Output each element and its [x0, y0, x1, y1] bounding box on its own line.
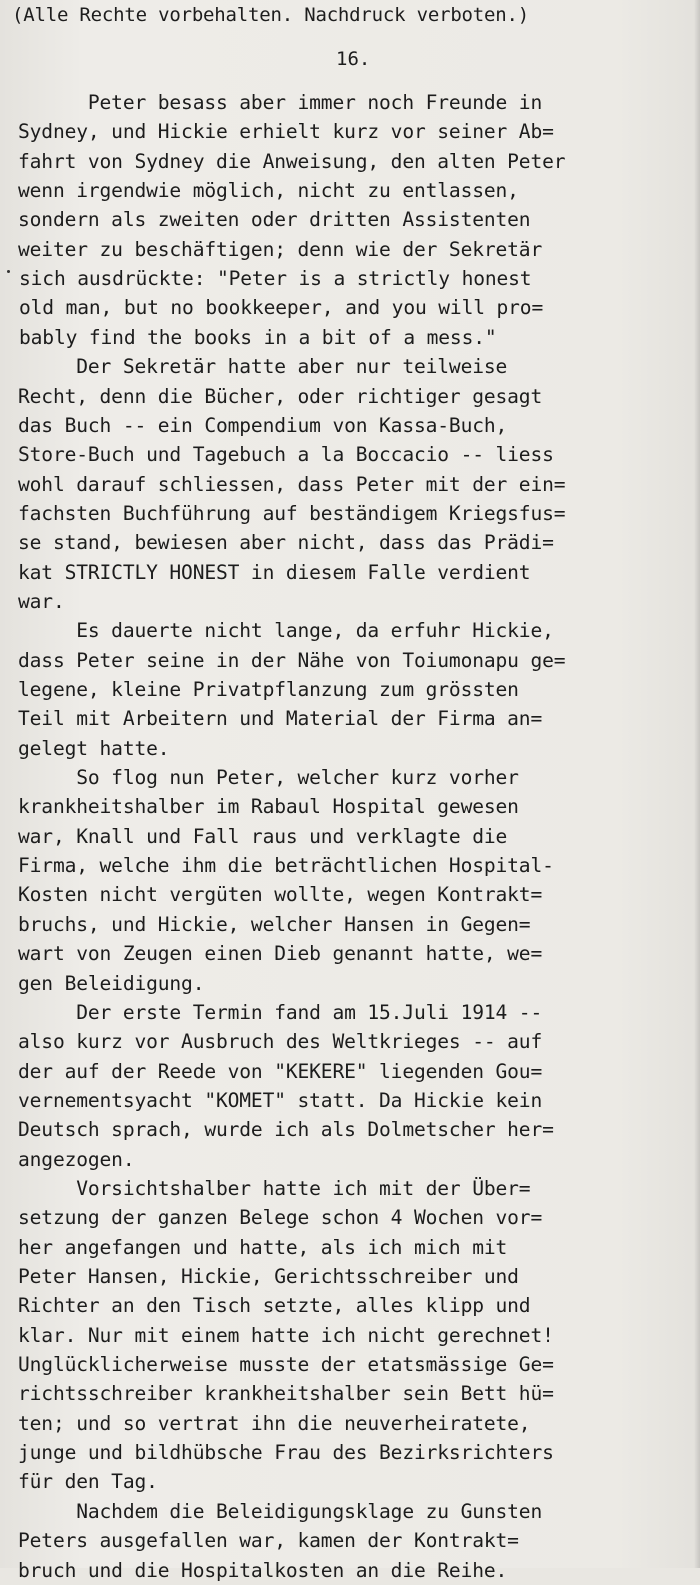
text-line: setzung der ganzen Belege schon 4 Wochen vor=: [18, 1206, 543, 1230]
text-line: Der Sekretär hatte aber nur teilweise: [18, 355, 508, 379]
text-line: se stand, bewiesen aber nicht, dass das Prädi=: [18, 531, 554, 555]
text-line: Kosten nicht vergüten wollte, wegen Kontrakt=: [18, 883, 543, 907]
text-line: old man, but no bookkeeper, and you will pro=: [19, 296, 544, 320]
margin-mark: [7, 270, 10, 273]
text-line: junge und bildhübsche Frau des Bezirksrichters: [18, 1441, 554, 1465]
text-line: legene, kleine Privatpflanzung zum grössten: [18, 678, 519, 701]
text-line: war.: [18, 589, 65, 613]
text-line: gelegt hatte.: [18, 736, 170, 760]
text-line: Sydney, und Hickie erhielt kurz vor seiner Ab=: [18, 120, 554, 144]
text-line: gen Beleidigung.: [18, 971, 205, 995]
text-line: Unglücklicherweise musste der etatsmässige Ge=: [18, 1353, 554, 1377]
text-line: dass Peter seine in der Nähe von Toiumonapu ge=: [18, 648, 566, 672]
text-line: Firma, welche ihm die beträchtlichen Hospital-: [18, 854, 554, 878]
text-line: für den Tag.: [18, 1470, 158, 1494]
text-line: So flog nun Peter, welcher kurz vorher: [18, 766, 519, 790]
text-line: Deutsch sprach, wurde ich als Dolmetscher her=: [18, 1118, 554, 1142]
copyright-header: (Alle Rechte vorbehalten. Nachdruck verboten.): [12, 4, 529, 26]
text-line: weiter zu beschäftigen; denn wie der Sekretär: [18, 237, 543, 261]
text-line: fahrt von Sydney die Anweisung, den alten Peter: [18, 149, 566, 173]
text-line: Richter an den Tisch setzte, alles klipp und: [18, 1294, 531, 1318]
text-line: richtsschreiber krankheitshalber sein Bett hü=: [18, 1382, 554, 1406]
text-line: bruchs, und Hickie, welcher Hansen in Gegen=: [18, 912, 531, 936]
text-line: wart von Zeugen einen Dieb genannt hatte, we=: [18, 942, 543, 966]
text-line: sich ausdrückte: "Peter is a strictly honest: [19, 267, 532, 291]
text-line: klar. Nur mit einem hatte ich nicht gerechnet!: [18, 1323, 554, 1347]
text-line: Recht, denn die Bücher, oder richtiger gesagt: [18, 384, 543, 408]
text-line: das Buch -- ein Compendium von Kassa-Buch,: [18, 413, 508, 437]
text-line: bruch und die Hospitalkosten an die Reihe.: [18, 1558, 508, 1582]
text-line: Peter Hansen, Hickie, Gerichtsschreiber und: [18, 1265, 519, 1288]
text-line: Es dauerte nicht lange, da erfuhr Hickie,: [18, 619, 554, 643]
text-line: kat STRICTLY HONEST in diesem Falle verdient: [18, 560, 531, 584]
text-line: wohl darauf schliessen, dass Peter mit der ein=: [18, 472, 566, 496]
text-line: fachsten Buchführung auf beständigem Kriegsfus=: [18, 501, 566, 525]
text-line: Store-Buch und Tagebuch a la Boccacio -- liess: [18, 443, 554, 467]
text-line: Teil mit Arbeitern und Material der Firma an=: [18, 707, 543, 731]
text-line: bably find the books in a bit of a mess.": [19, 325, 497, 349]
text-line: vernementsyacht "KOMET" statt. Da Hickie kein: [18, 1088, 543, 1112]
text-line: Der erste Termin fand am 15.Juli 1914 --: [18, 1000, 543, 1024]
text-line: also kurz vor Ausbruch des Weltkrieges -- auf: [18, 1030, 543, 1054]
text-line: angezogen.: [18, 1147, 135, 1171]
text-line: wenn irgendwie möglich, nicht zu entlassen,: [18, 179, 519, 203]
text-line: war, Knall und Fall raus und verklagte die: [18, 824, 508, 848]
text-line: Peters ausgefallen war, kamen der Kontrakt=: [18, 1529, 519, 1553]
page-edge-shadow: [694, 0, 700, 1568]
text-line: der auf der Reede von "KEKERE" liegenden Gou=: [18, 1059, 543, 1083]
text-line: Nachdem die Beleidigungsklage zu Gunsten: [18, 1499, 543, 1523]
text-line: Vorsichtshalber hatte ich mit der Über=: [18, 1176, 531, 1200]
page-number: 16.: [336, 48, 371, 70]
text-line: her angefangen und hatte, als ich mich mit: [18, 1235, 508, 1259]
text-line: Peter besass aber immer noch Freunde in: [18, 91, 543, 114]
text-line: sondern als zweiten oder dritten Assistenten: [18, 208, 531, 232]
text-line: krankheitshalber im Rabaul Hospital gewesen: [18, 795, 519, 819]
text-line: ten; und so vertrat ihn die neuverheiratete,: [18, 1411, 531, 1435]
